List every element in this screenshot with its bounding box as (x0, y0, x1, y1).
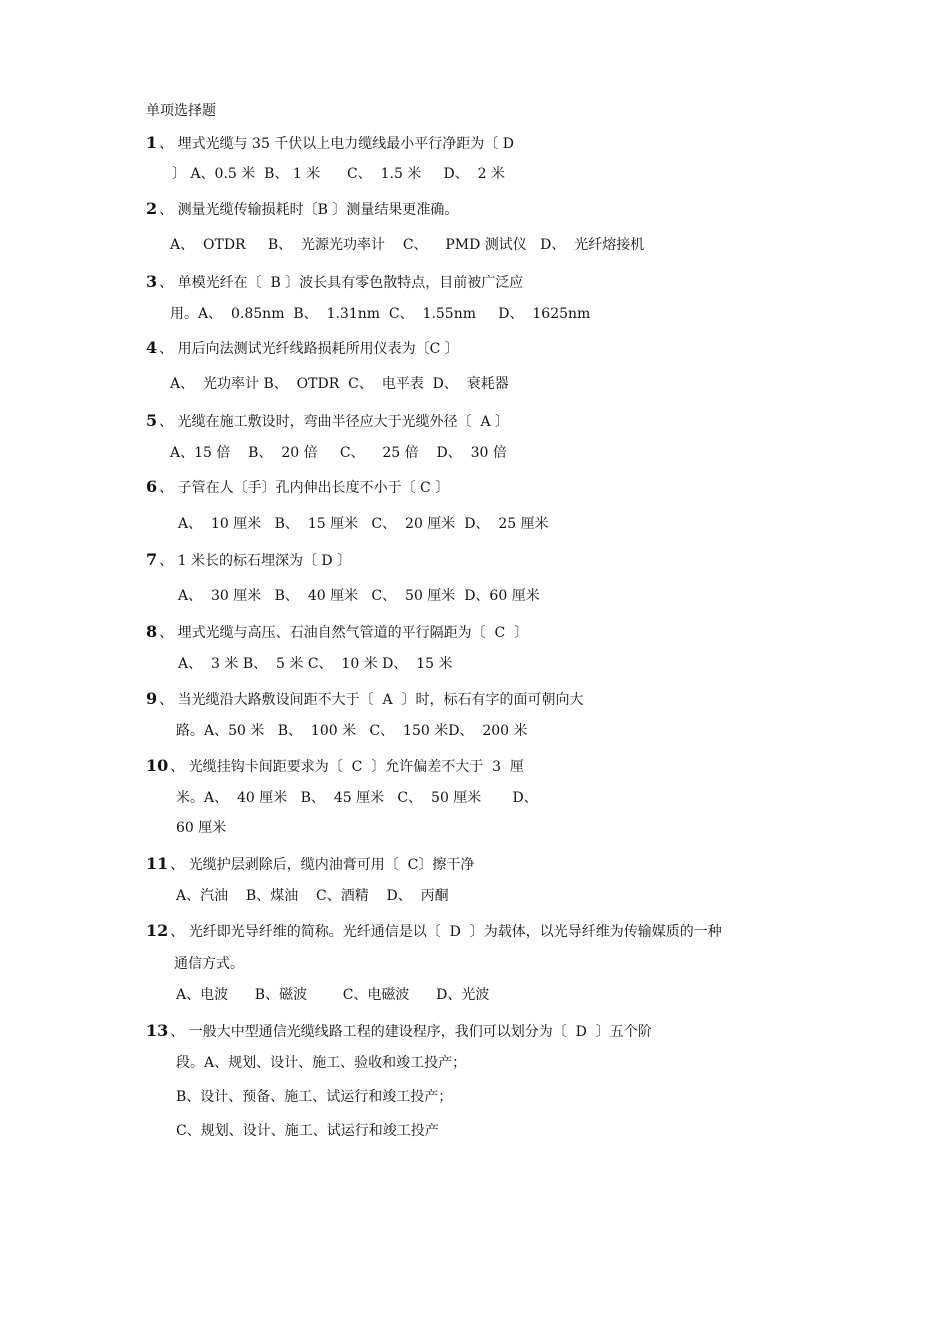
question-1-stem: 1 、 埋式光缆与 35 千伏以上电力缆线最小平行净距为〔 D (146, 133, 514, 152)
question-1-options: 〕 A、0.5 米 B、 1 米 C、 1.5 米 D、 2 米 (172, 166, 506, 182)
question-8-stem: 8 、 埋式光缆与高压、石油自然气管道的平行隔距为〔 C 〕 (146, 622, 529, 641)
question-13-stem: 13 、 一般大中型通信光缆线路工程的建设程序，我们可以划分为〔 D 〕五个阶 (146, 1021, 652, 1040)
question-7-stem: 7 、 1 米长的标石埋深为〔 D 〕 (146, 550, 352, 569)
question-2-stem: 2 、 测量光缆传输损耗时〔B 〕测量结果更准确。 (146, 199, 459, 218)
question-4-options: A、 光功率计 B、 OTDR C、 电平表 D、 衰耗器 (170, 376, 509, 392)
question-13-option-a: 段。A、规划、设计、施工、验收和竣工投产； (176, 1055, 467, 1071)
question-11-options: A、汽油 B、煤油 C、酒精 D、 丙酮 (176, 888, 449, 904)
section-heading: 单项选择题 (146, 103, 216, 119)
question-number: 7 (146, 550, 158, 569)
question-number: 6 (146, 477, 158, 496)
question-4-stem: 4 、 用后向法测试光纤线路损耗所用仪表为〔C 〕 (146, 338, 459, 357)
question-number: 3 (146, 272, 158, 291)
question-7-options: A、 30 厘米 B、 40 厘米 C、 50 厘米 D、60 厘米 (178, 588, 540, 604)
question-12-stem-cont: 通信方式。 (174, 956, 244, 972)
question-9-options: 路。A、50 米 B、 100 米 C、 150 米D、 200 米 (176, 723, 528, 739)
question-8-options: A、 3 米 B、 5 米 C、 10 米 D、 15 米 (178, 656, 453, 672)
question-6-stem: 6 、 子管在人〔手〕孔内伸出长度不小于〔 C 〕 (146, 477, 450, 496)
question-3-options: 用。A、 0.85nm B、 1.31nm C、 1.55nm D、 1625nm (170, 306, 591, 322)
question-9-stem: 9 、 当光缆沿大路敷设间距不大于〔 A 〕时，标石有字的面可朝向大 (146, 689, 584, 708)
question-5-stem: 5 、 光缆在施工敷设时，弯曲半径应大于光缆外径〔 A 〕 (146, 411, 510, 430)
question-10-stem: 10 、 光缆挂钩卡间距要求为〔 C 〕允许偏差不大于 3 厘 (146, 756, 524, 775)
question-12-stem: 12 、 光纤即光导纤维的简称。光纤通信是以〔 D 〕为载体，以光导纤维为传输媒质的一种 (146, 921, 722, 940)
question-5-options: A、15 倍 B、 20 倍 C、 25 倍 D、 30 倍 (170, 445, 507, 461)
question-number: 12 (146, 921, 169, 940)
question-number: 8 (146, 622, 158, 641)
question-number: 2 (146, 199, 158, 218)
question-2-options: A、 OTDR B、 光源光功率计 C、 PMD 测试仪 D、 光纤熔接机 (170, 237, 645, 253)
question-13-option-c: C、规划、设计、施工、试运行和竣工投产 (176, 1123, 439, 1139)
question-number: 1 (146, 133, 158, 152)
question-number: 9 (146, 689, 158, 708)
question-number: 11 (146, 854, 169, 873)
question-11-stem: 11 、 光缆护层剥除后，缆内油膏可用〔 C〕擦干净 (146, 854, 475, 873)
question-12-options: A、电波 B、磁波 C、电磁波 D、光波 (176, 987, 490, 1003)
question-3-stem: 3 、 单模光纤在〔 B 〕波长具有零色散特点，目前被广泛应 (146, 272, 524, 291)
question-number: 5 (146, 411, 158, 430)
question-number: 4 (146, 338, 158, 357)
question-number: 10 (146, 756, 169, 775)
question-13-option-b: B、设计、预备、施工、试运行和竣工投产； (176, 1089, 453, 1105)
question-number: 13 (146, 1021, 169, 1040)
question-10-options: 米。A、 40 厘米 B、 45 厘米 C、 50 厘米 D、 (176, 790, 538, 806)
question-10-options-cont: 60 厘米 (176, 820, 227, 836)
question-6-options: A、 10 厘米 B、 15 厘米 C、 20 厘米 D、 25 厘米 (178, 516, 549, 532)
